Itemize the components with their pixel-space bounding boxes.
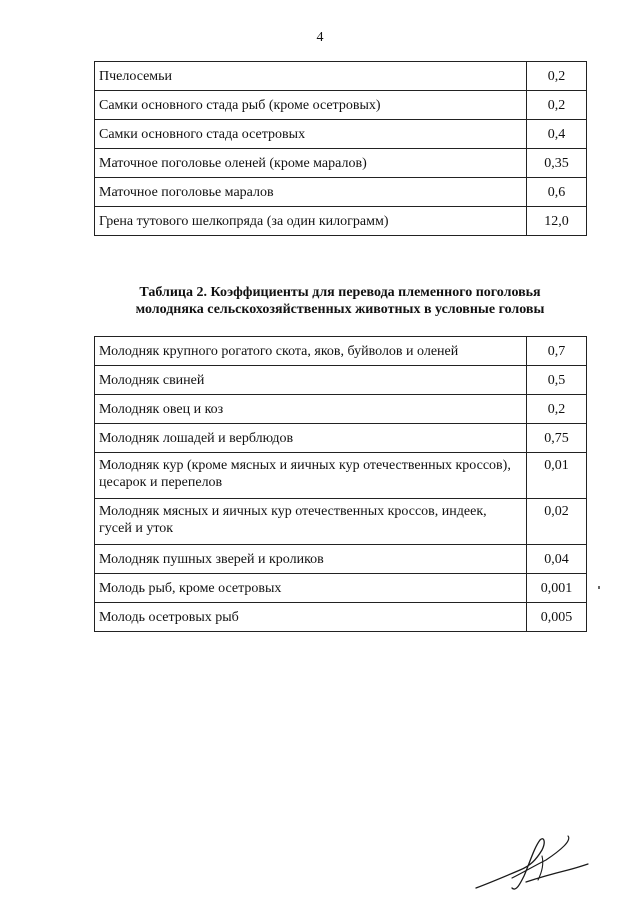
table-row (95, 424, 587, 453)
row-name: Молодняк крупного рогатого скота, яков, буйволов и оленей (95, 337, 527, 366)
row-name: Молодняк мясных и яичных кур отечественных кроссов, индеек, гусей и уток (95, 499, 527, 545)
row-name: Пчелосемьи (95, 62, 527, 91)
row-name: Молодняк кур (кроме мясных и яичных кур отечественных кроссов), цесарок и перепелов (95, 453, 527, 499)
row-value: 0,6 (527, 178, 587, 207)
row-value: 0,005 (527, 603, 587, 632)
row-value: 0,04 (527, 545, 587, 574)
row-value: 0,7 (527, 337, 587, 366)
table-2-title (80, 284, 600, 318)
row-name: Самки основного стада осетровых (95, 120, 527, 149)
row-value: 0,2 (527, 395, 587, 424)
row-name: Самки основного стада рыб (кроме осетровых) (95, 91, 527, 120)
row-name: Грена тутового шелкопряда (за один килограмм) (95, 207, 527, 236)
row-name: Молодь рыб, кроме осетровых (95, 574, 527, 603)
table-row (95, 149, 587, 178)
table-row (95, 603, 587, 632)
table-row (95, 453, 587, 499)
table-row (95, 366, 587, 395)
table-row (95, 62, 587, 91)
row-name: Маточное поголовье маралов (95, 178, 527, 207)
row-name: Молодняк пушных зверей и кроликов (95, 545, 527, 574)
row-value: 0,35 (527, 149, 587, 178)
row-value: 0,02 (527, 499, 587, 545)
row-name: Молодняк лошадей и верблюдов (95, 424, 527, 453)
table-row (95, 337, 587, 366)
table-row (95, 91, 587, 120)
row-value: 0,2 (527, 62, 587, 91)
scan-speck (598, 586, 600, 589)
row-value: 0,75 (527, 424, 587, 453)
row-name: Молодняк овец и коз (95, 395, 527, 424)
row-value: 12,0 (527, 207, 587, 236)
row-value: 0,001 (527, 574, 587, 603)
coefficients-table-2 (94, 336, 587, 632)
row-value: 0,01 (527, 453, 587, 499)
row-value: 0,5 (527, 366, 587, 395)
page-number: 4 (316, 30, 324, 45)
table-row (95, 207, 587, 236)
table-2-title-line-1: Таблица 2. Коэффициенты для перевода племенного поголовья (139, 285, 541, 300)
table-2-title-line-2: молодняка сельскохозяйственных животных в условные головы (135, 302, 545, 317)
row-value: 0,2 (527, 91, 587, 120)
table-row (95, 120, 587, 149)
table-row (95, 574, 587, 603)
row-value: 0,4 (527, 120, 587, 149)
row-name: Маточное поголовье оленей (кроме маралов) (95, 149, 527, 178)
table-row (95, 545, 587, 574)
row-name: Молодь осетровых рыб (95, 603, 527, 632)
handwritten-signature-icon (472, 826, 592, 896)
row-name: Молодняк свиней (95, 366, 527, 395)
table-row (95, 499, 587, 545)
table-row (95, 178, 587, 207)
table-row (95, 395, 587, 424)
coefficients-table-1 (94, 61, 587, 236)
